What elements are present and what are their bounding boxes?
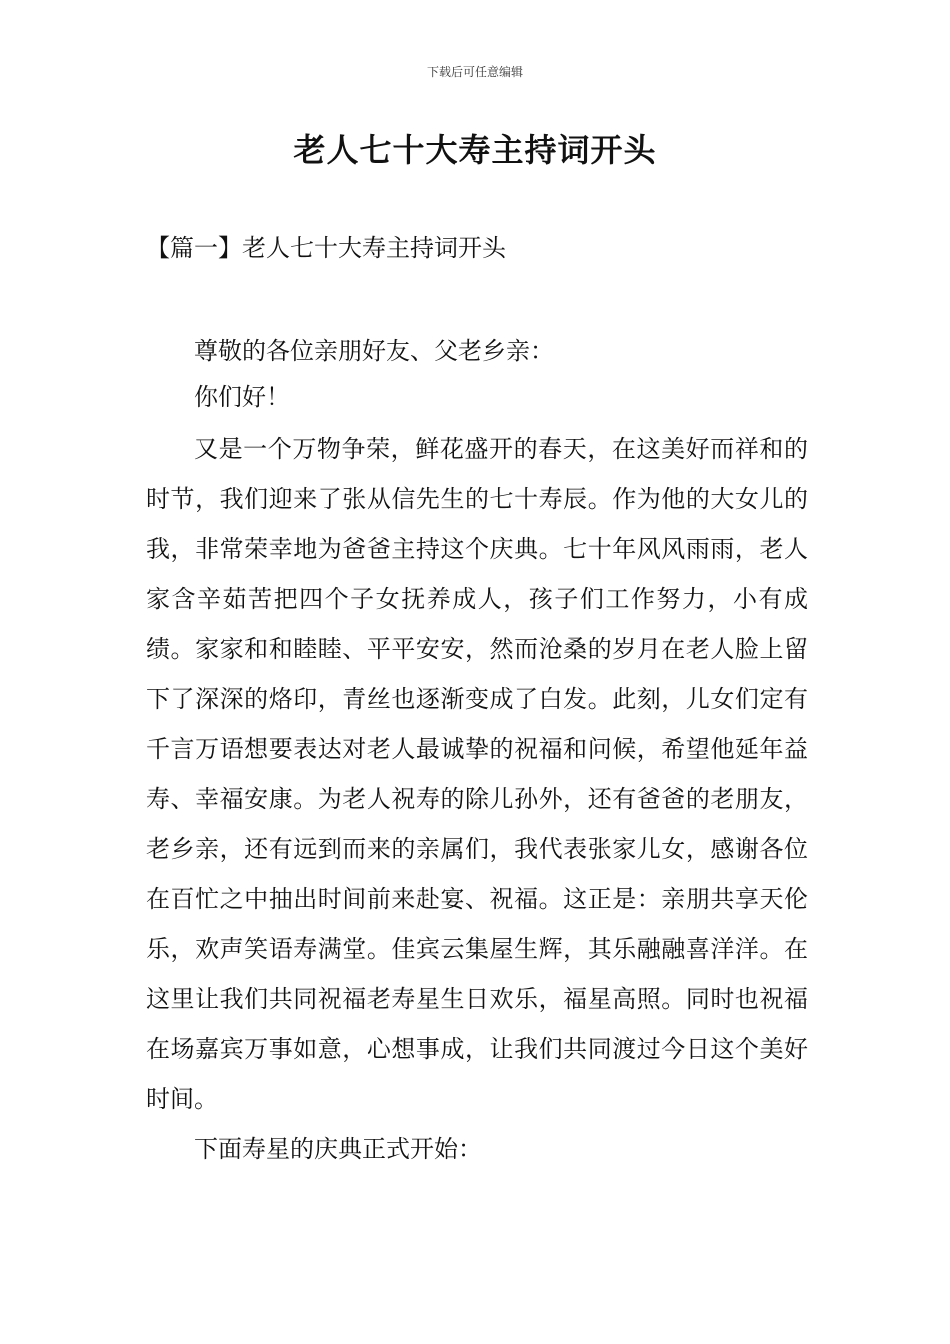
greeting-paragraph: 尊敬的各位亲朋好友、父老乡亲： [194,337,554,365]
hello-paragraph: 你们好！ [194,383,290,411]
header-note: 下载后可任意编辑 [426,65,523,79]
document-body [146,328,808,1174]
closing-paragraph: 下面寿星的庆典正式开始： [194,1135,482,1163]
document-title: 老人七十大寿主持词开头 [293,131,657,169]
body-paragraph: 又是一个万物争荣，鲜花盛开的春天，在这美好而祥和的时节，我们迎来了张从信先生的七十寿辰。作为他的大女儿的我，非常荣幸地为爸爸主持这个庆典。七十年风风雨雨，老人家含辛茹苦把四个子女抚养成人，孩子们工作努力，小有成绩。家家和和睦睦、平平安安，然而沧桑的岁月在老人脸上留下了深深的烙印，青丝也逐渐变成了白发。此刻，儿女们定有千言万语想要表达对老人最诚挚的祝福和问候，希望他延年益寿、幸福安康。为老人祝寿的除儿孙外，还有爸爸的老朋友，老乡亲，还有远到而来的亲属们，我代表张家儿女，感谢各位在百忙之中抽出时间前来赴宴、祝福。这正是：亲朋共享天伦乐，欢声笑语寿满堂。佳宾云集屋生辉，其乐融融喜洋洋。在这里让我们共同祝福老寿星生日欢乐，福星高照。同时也祝福在场嘉宾万事如意，心想事成，让我们共同渡过今日这个美好时间。 [146,435,808,1113]
section-heading: 【篇一】老人七十大寿主持词开头 [146,234,506,262]
